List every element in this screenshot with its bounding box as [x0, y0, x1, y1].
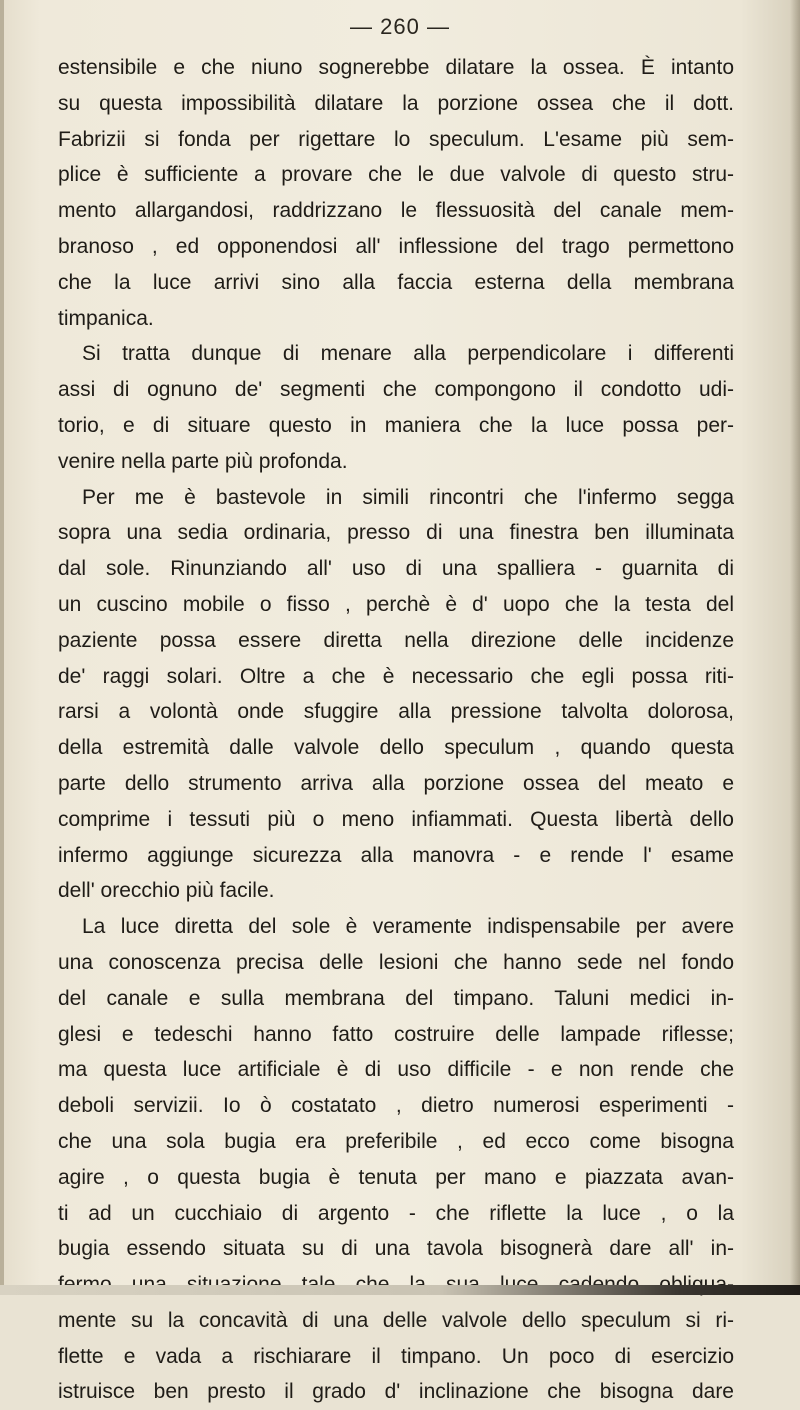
- text-line: Fabrizii si fonda per rigettare lo speculum. L'esame più sem-: [58, 127, 734, 151]
- text-line: una conoscenza precisa delle lesioni che hanno sede nel fondo: [58, 950, 734, 974]
- text-line: de' raggi solari. Oltre a che è necessario che egli possa riti-: [58, 664, 734, 688]
- text-line: paziente possa essere diretta nella direzione delle incidenze: [58, 628, 734, 652]
- text-line: parte dello strumento arriva alla porzione ossea del meato e: [58, 771, 734, 795]
- text-line: flette e vada a rischiarare il timpano. Un poco di esercizio: [58, 1344, 734, 1368]
- page-number: — 260 —: [350, 14, 450, 39]
- text-line: comprime i tessuti più o meno infiammati. Questa libertà dello: [58, 807, 734, 831]
- text-line: estensibile e che niuno sognerebbe dilatare la ossea. È intanto: [58, 56, 734, 79]
- text-line: torio, e di situare questo in maniera che la luce possa per-: [58, 413, 734, 437]
- text-line: del canale e sulla membrana del timpano. Taluni medici in-: [58, 986, 734, 1010]
- text-line: deboli servizii. Io ò costatato , dietro numerosi esperimenti -: [58, 1094, 734, 1118]
- text-line: branoso , ed opponendosi all' inflessione del trago permettono: [58, 234, 734, 258]
- page-right-edge-shadow: [790, 0, 800, 1295]
- text-line: Si tratta dunque di menare alla perpendicolare i differenti: [82, 342, 734, 366]
- text-line: dal sole. Rinunziando all' uso di una spalliera - guarnita di: [58, 557, 734, 581]
- text-line: glesi e tedeschi hanno fatto costruire delle lampade riflesse;: [58, 1022, 734, 1046]
- text-line: La luce diretta del sole è veramente indispensabile per avere: [82, 915, 734, 939]
- text-line: venire nella parte più profonda.: [58, 449, 348, 473]
- text-line: rarsi a volontà onde sfuggire alla pressione talvolta dolorosa,: [58, 700, 734, 724]
- text-line: bugia essendo situata su di una tavola bisognerà dare all' in-: [58, 1237, 734, 1261]
- text-line: plice è sufficiente a provare che le due valvole di questo stru-: [58, 163, 734, 187]
- text-line: mente su la concavità di una delle valvole dello speculum si ri-: [58, 1308, 734, 1332]
- text-line: ti ad un cucchiaio di argento - che riflette la luce , o la: [58, 1201, 734, 1225]
- text-line: sopra una sedia ordinaria, presso di una finestra ben illuminata: [58, 521, 734, 545]
- text-line: assi di ognuno de' segmenti che compongono il condotto udi-: [58, 378, 734, 402]
- body-text: [58, 50, 734, 1410]
- text-line: su questa impossibilità dilatare la porzione ossea che il dott.: [58, 91, 734, 115]
- text-line: che una sola bugia era preferibile , ed ecco come bisogna: [58, 1129, 734, 1153]
- text-line: Per me è bastevole in simili rincontri che l'infermo segga: [82, 485, 734, 509]
- text-line: dell' orecchio più facile.: [58, 879, 275, 903]
- page-bottom-edge: [0, 1285, 800, 1295]
- text-line: infermo aggiunge sicurezza alla manovra - e rende l' esame: [58, 843, 734, 867]
- text-line: che la luce arrivi sino alla faccia esterna della membrana: [58, 270, 734, 294]
- text-line: timpanica.: [58, 306, 154, 330]
- text-line: mento allargandosi, raddrizzano le flessuosità del canale mem-: [58, 199, 734, 223]
- text-line: istruisce ben presto il grado d' inclinazione che bisogna dare: [58, 1380, 734, 1404]
- text-line: un cuscino mobile o fisso , perchè è d' uopo che la testa del: [58, 592, 734, 616]
- text-line: della estremità dalle valvole dello speculum , quando questa: [58, 736, 734, 760]
- text-line: agire , o questa bugia è tenuta per mano e piazzata avan-: [58, 1165, 734, 1189]
- text-line: ma questa luce artificiale è di uso difficile - e non rende che: [58, 1058, 734, 1082]
- page-left-edge: [0, 0, 4, 1295]
